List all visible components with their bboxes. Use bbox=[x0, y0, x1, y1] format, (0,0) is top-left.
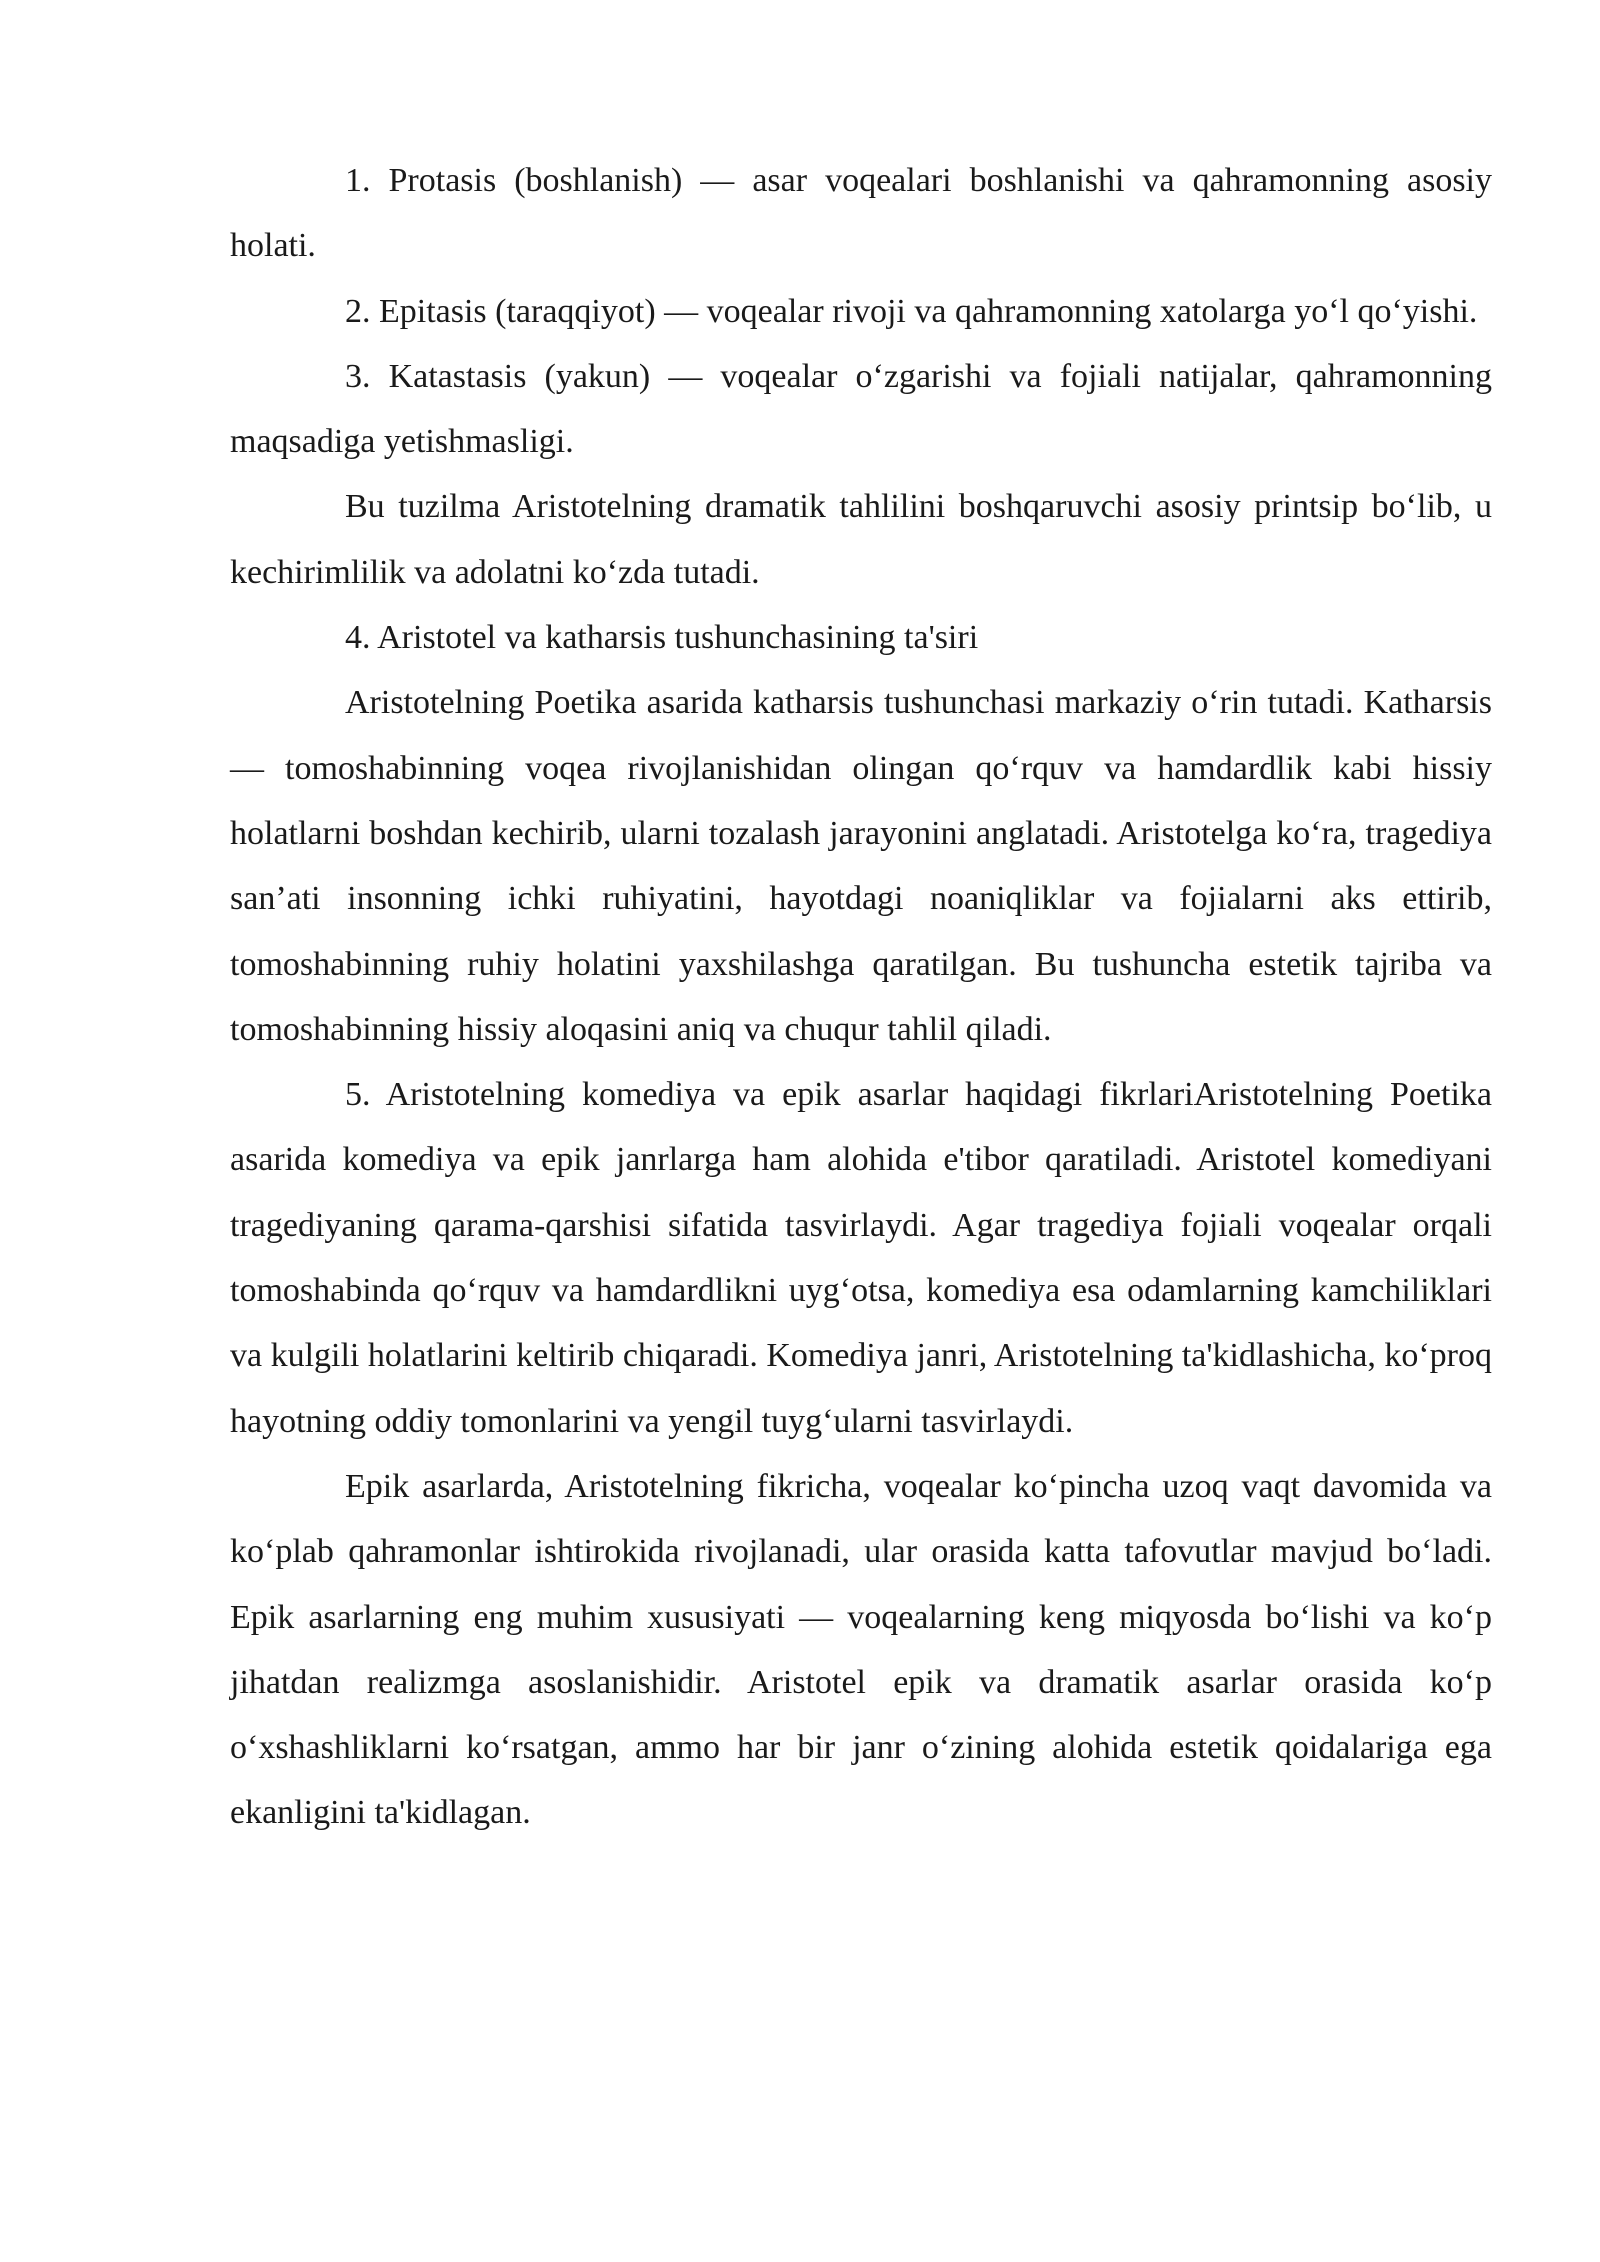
document-body bbox=[230, 148, 1492, 1846]
paragraph-katharsis: Aristotelning Poetika asarida katharsis tushunchasi markaziy o‘rin tutadi. Katharsis — tomoshabinning voqea rivojlanishidan olingan qo‘rquv va hamdardlik kabi hissiy holatlarni boshdan kechirib, ularni tozalash jarayonini anglatadi. Aristotelga ko‘ra, tragediya san’ati insonning ichki ruhiyatini, hayotdagi noaniqliklar va fojialarni aks ettirib, tomoshabinning ruhiy holatini yaxshilashga qaratilgan. Bu tushuncha estetik tajriba va tomoshabinning hissiy aloqasini aniq va chuqur tahlil qiladi. bbox=[230, 684, 1492, 1048]
paragraph-comedy-epic: 5. Aristotelning komediya va epik asarlar haqidagi fikrlariAristotelning Poetika asarida komediya va epik janrlarga ham alohida e'tibor qaratiladi. Aristotel komediyani tragediyaning qarama-qarshisi sifatida tasvirlaydi. Agar tragediya fojiali voqealar orqali tomoshabinda qo‘rquv va hamdardlikni uyg‘otsa, komediya esa odamlarning kamchiliklari va kulgili holatlarini keltirib chiqaradi. Komediya janri, Aristotelning ta'kidlashicha, ko‘proq hayotning oddiy tomonlarini va yengil tuyg‘ularni tasvirlaydi. bbox=[230, 1076, 1492, 1440]
paragraph-epic-works: Epik asarlarda, Aristotelning fikricha, voqealar ko‘pincha uzoq vaqt davomida va ko‘plab qahramonlar ishtirokida rivojlanadi, ular orasida katta tafovutlar mavjud bo‘ladi. Epik asarlarning eng muhim xususiyati — voqealarning keng miqyosda bo‘lishi va ko‘p jihatdan realizmga asoslanishidir. Aristotel epik va dramatik asarlar orasida ko‘p o‘xshashliklarni ko‘rsatgan, ammo har bir janr o‘zining alohida estetik qoidalariga ega ekanligini ta'kidlagan. bbox=[230, 1467, 1492, 1832]
section-heading-katharsis: 4. Aristotel va katharsis tushunchasining ta'siri bbox=[345, 619, 979, 657]
paragraph-katastasis: 3. Katastasis (yakun) — voqealar o‘zgarishi va fojiali natijalar, qahramonning maqsadiga yetishmasligi. bbox=[230, 357, 1492, 461]
paragraph-epitasis: 2. Epitasis (taraqqiyot) — voqealar rivoji va qahramonning xatolarga yo‘l qo‘yishi. bbox=[345, 292, 1478, 330]
paragraph-protasis: 1. Protasis (boshlanish) — asar voqealari boshlanishi va qahramonning asosiy holati. bbox=[230, 162, 1492, 265]
paragraph-structure-summary: Bu tuzilma Aristotelning dramatik tahlilini boshqaruvchi asosiy printsip bo‘lib, u kechirimlilik va adolatni ko‘zda tutadi. bbox=[230, 488, 1492, 591]
